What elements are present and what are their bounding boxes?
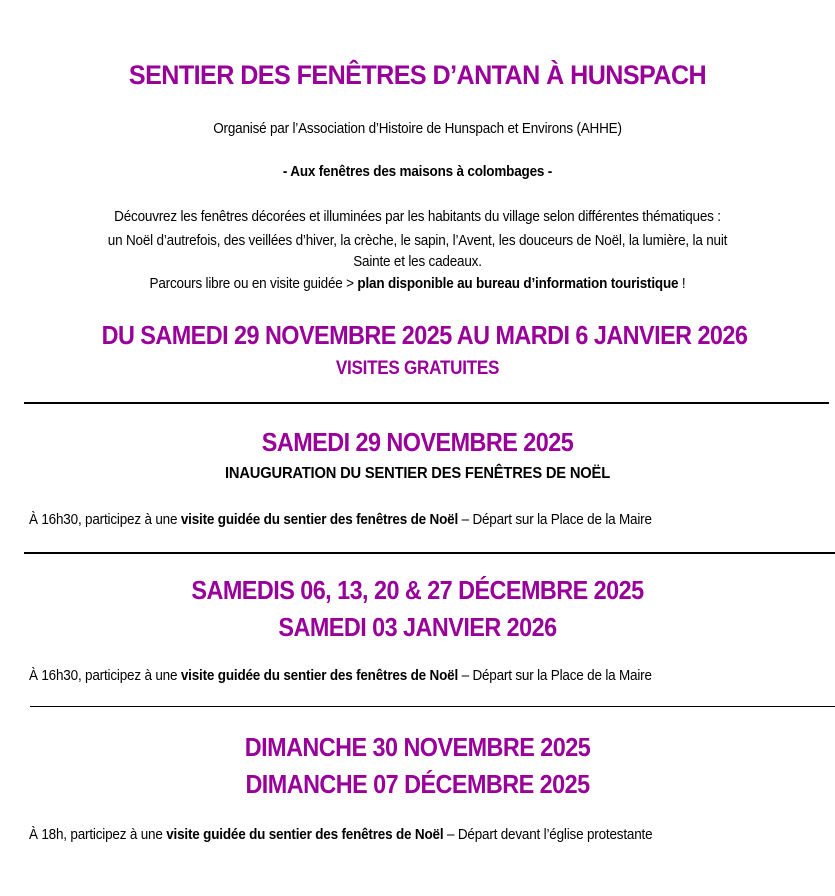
event-subtitle: INAUGURATION DU SENTIER DES FENÊTRES DE NOËL [224,465,611,482]
tagline: - Aux fenêtres des maisons à colombages - [282,164,553,180]
intro-line-2: un Noël d’autrefois, des veillées d’hiver, la crèche, le sapin, l’Avent, les douceurs de Noël, la lumière, la nuit [107,233,728,249]
intro-line-1: Découvrez les fenêtres décorées et illuminées par les habitants du village selon différentes thématiques : [114,209,721,225]
event-desc-suffix: – Départ devant l’église protestante [443,827,653,843]
event-date: SAMEDIS 06, 13, 20 & 27 DÉCEMBRE 2025 [191,575,644,605]
event-desc-bold: visite guidée du sentier des fenêtres de Noël [166,827,444,843]
intro-line-3: Sainte et les cadeaux. [353,254,482,270]
event-desc-suffix: – Départ sur la Place de la Maire [458,668,652,684]
intro-line-4 [29,276,806,292]
divider-2 [24,552,835,554]
event-desc-prefix: À 16h30, participez à une [29,668,181,684]
divider-3 [30,706,835,707]
event-desc-prefix: À 16h30, participez à une [29,512,181,528]
organizer-line: Organisé par l’Association d’Histoire de Hunspach et Environs (AHHE) [213,121,622,137]
event-description [29,668,652,684]
event-date: SAMEDI 03 JANVIER 2026 [278,612,557,642]
event-date: SAMEDI 29 NOVEMBRE 2025 [261,427,574,457]
free-visits-note: VISITES GRATUITES [335,358,500,379]
period-dates: DU SAMEDI 29 NOVEMBRE 2025 AU MARDI 6 JANVIER 2026 [101,320,748,350]
event-desc-bold: visite guidée du sentier des fenêtres de Noël [180,512,459,528]
event-date: DIMANCHE 07 DÉCEMBRE 2025 [245,769,590,799]
tourist-office-plan-note: plan disponible au bureau d’information touristique [357,276,679,292]
event-desc-bold: visite guidée du sentier des fenêtres de Noël [180,668,459,684]
intro-line-4-suffix: ! [678,276,686,292]
intro-line-4-prefix: Parcours libre ou en visite guidée > [149,276,358,292]
page-title: SENTIER DES FENÊTRES D’ANTAN À HUNSPACH [128,60,707,90]
event-desc-suffix: – Départ sur la Place de la Maire [458,512,652,528]
event-description [29,512,652,528]
event-description [29,827,652,843]
event-desc-prefix: À 18h, participez à une [29,827,167,843]
event-date: DIMANCHE 30 NOVEMBRE 2025 [244,732,591,762]
divider-1 [24,402,829,404]
